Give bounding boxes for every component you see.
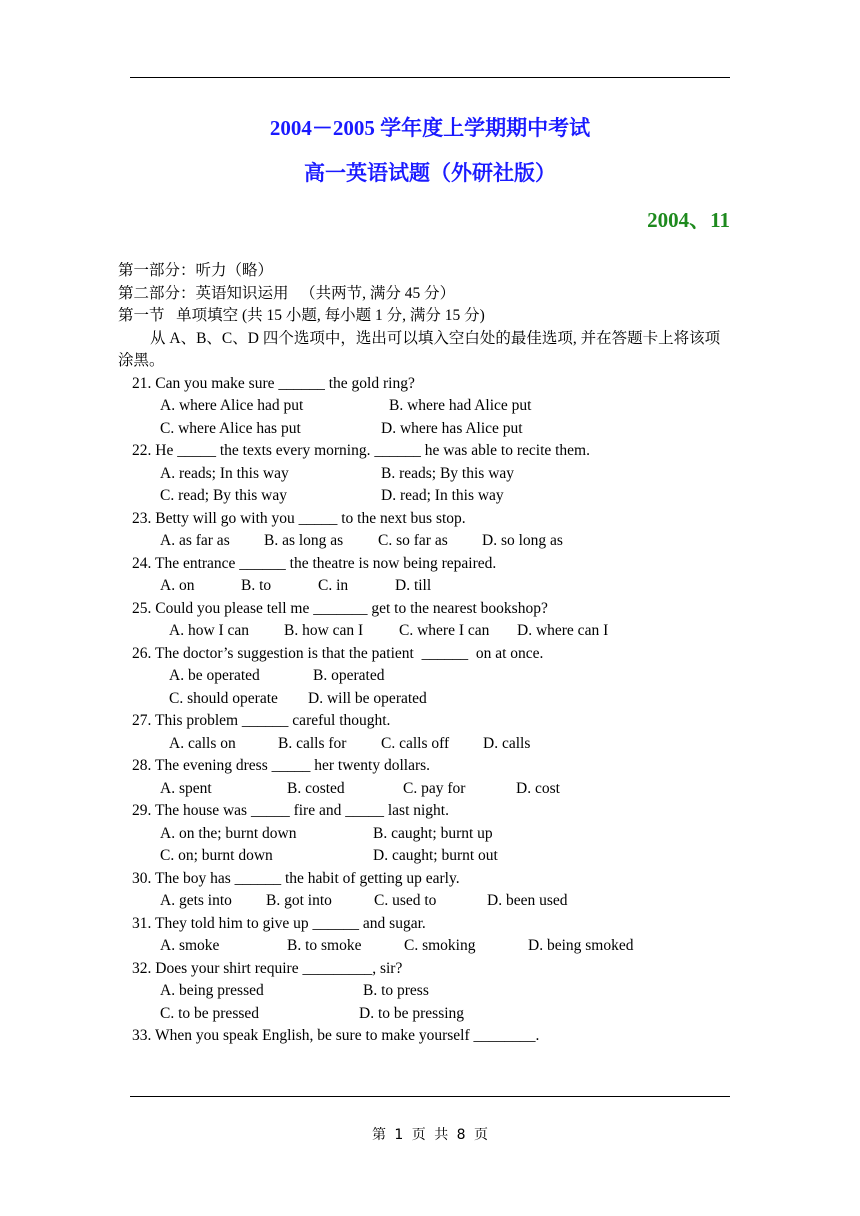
- option-row: [118, 935, 730, 958]
- option-a: C. where Alice has put: [160, 419, 301, 437]
- option-c: C. where I can: [399, 622, 490, 639]
- option-a: A. smoke: [160, 937, 220, 954]
- option-b: B. reads; By this way: [381, 464, 515, 482]
- option-b: D. caught; burnt out: [373, 847, 498, 864]
- option-a: A. on the; burnt down: [160, 824, 297, 842]
- footer-rule: [130, 1096, 730, 1097]
- option-a: A. as far as: [160, 532, 230, 549]
- option-d: D. being smoked: [528, 937, 634, 954]
- question-list: [118, 373, 730, 1048]
- option-row: [118, 418, 730, 441]
- option-row: [118, 890, 730, 913]
- option-c: C. calls off: [381, 734, 450, 752]
- option-a: C. read; By this way: [160, 487, 287, 504]
- option-c: C. so far as: [378, 532, 448, 549]
- exam-title: 2004－2005 学年度上学期期中考试: [269, 116, 591, 140]
- question-stem: 25. Could you please tell me _______ get to the nearest bookshop?: [132, 599, 548, 617]
- exam-date: 2004、11: [647, 208, 730, 232]
- part-two-heading: 第二部分：英语知识运用 （共两节, 满分 45 分）: [118, 284, 456, 302]
- question-stem: 28. The evening dress _____ her twenty dollars.: [132, 757, 431, 774]
- option-a: A. spent: [160, 779, 212, 797]
- question-stem: 27. This problem ______ careful thought.: [132, 712, 391, 729]
- option-a: C. should operate: [169, 689, 278, 707]
- option-row: [118, 575, 730, 598]
- option-d: D. where can I: [517, 622, 609, 639]
- option-row: [118, 485, 730, 508]
- question-stem: 23. Betty will go with you _____ to the next bus stop.: [132, 509, 466, 527]
- option-a: A. reads; In this way: [160, 464, 289, 482]
- option-b: B. operated: [313, 667, 385, 684]
- option-b: B. where had Alice put: [389, 397, 532, 414]
- option-b: B. calls for: [278, 734, 347, 752]
- option-d: D. cost: [516, 779, 560, 797]
- option-c: C. smoking: [404, 937, 476, 954]
- option-row: [118, 778, 730, 801]
- question-stem: 29. The house was _____ fire and _____ last night.: [132, 802, 449, 819]
- option-d: D. been used: [487, 892, 568, 909]
- option-b: D. to be pressing: [359, 1004, 465, 1022]
- option-a: C. to be pressed: [160, 1004, 260, 1022]
- option-row: [118, 733, 730, 756]
- option-row: [118, 620, 730, 643]
- question-stem: 24. The entrance ______ the theatre is now being repaired.: [132, 554, 497, 572]
- option-c: C. used to: [374, 892, 437, 909]
- option-a: A. gets into: [160, 892, 232, 909]
- option-b: B. to: [241, 577, 272, 594]
- option-a: A. being pressed: [160, 982, 264, 999]
- option-b: B. as long as: [264, 532, 344, 549]
- instruction-text: 从 A、B、C、D 四个选项中，选出可以填入空白处的最佳选项, 并在答题卡上将该项涂黑。: [118, 329, 721, 369]
- question-stem: 33. When you speak English, be sure to make yourself ________.: [132, 1027, 540, 1044]
- option-a: A. how I can: [169, 622, 250, 639]
- question-stem: 32. Does your shirt require _________, sir?: [132, 959, 403, 977]
- question-stem: 22. He _____ the texts every morning. ______ he was able to recite them.: [132, 442, 590, 459]
- option-b: B. got into: [266, 892, 332, 909]
- question-stem: 21. Can you make sure ______ the gold ring?: [132, 374, 415, 392]
- part-one-heading: 第一部分：听力（略）: [118, 262, 274, 279]
- option-b: B. to press: [363, 982, 429, 999]
- option-b: D. will be operated: [308, 689, 427, 707]
- option-d: D. so long as: [482, 532, 563, 549]
- option-b: B. caught; burnt up: [373, 824, 493, 842]
- option-row: [118, 823, 730, 846]
- option-d: D. calls: [483, 734, 531, 752]
- exam-body: [118, 260, 730, 1048]
- option-row: [118, 530, 730, 553]
- header-rule: [130, 77, 730, 78]
- question-stem: 26. The doctor’s suggestion is that the patient ______ on at once.: [132, 644, 544, 662]
- option-row: [118, 845, 730, 868]
- option-d: D. till: [395, 577, 432, 594]
- option-row: [118, 395, 730, 418]
- option-c: C. in: [318, 577, 349, 594]
- option-b: B. to smoke: [287, 937, 362, 954]
- option-a: A. be operated: [169, 667, 260, 684]
- section-one-heading: 第一节 单项填空 (共 15 小题, 每小题 1 分, 满分 15 分): [118, 307, 485, 324]
- question-stem: 31. They told him to give up ______ and sugar.: [132, 914, 426, 932]
- option-row: [118, 665, 730, 688]
- option-b: B. costed: [287, 779, 345, 797]
- option-a: A. where Alice had put: [160, 397, 304, 414]
- option-a: A. on: [160, 577, 195, 594]
- option-b: D. where has Alice put: [381, 419, 523, 437]
- page-number: 第 1 页 共 8 页: [371, 1127, 489, 1143]
- question-stem: 30. The boy has ______ the habit of getting up early.: [132, 869, 460, 887]
- option-row: [118, 688, 730, 711]
- exam-subtitle: 高一英语试题（外研社版）: [304, 161, 556, 185]
- option-b: B. how can I: [284, 622, 364, 639]
- option-c: C. pay for: [403, 779, 466, 797]
- option-a: A. calls on: [169, 734, 236, 752]
- option-a: C. on; burnt down: [160, 847, 273, 864]
- option-b: D. read; In this way: [381, 487, 504, 504]
- option-row: [118, 980, 730, 1003]
- option-row: [118, 1003, 730, 1026]
- option-row: [118, 463, 730, 486]
